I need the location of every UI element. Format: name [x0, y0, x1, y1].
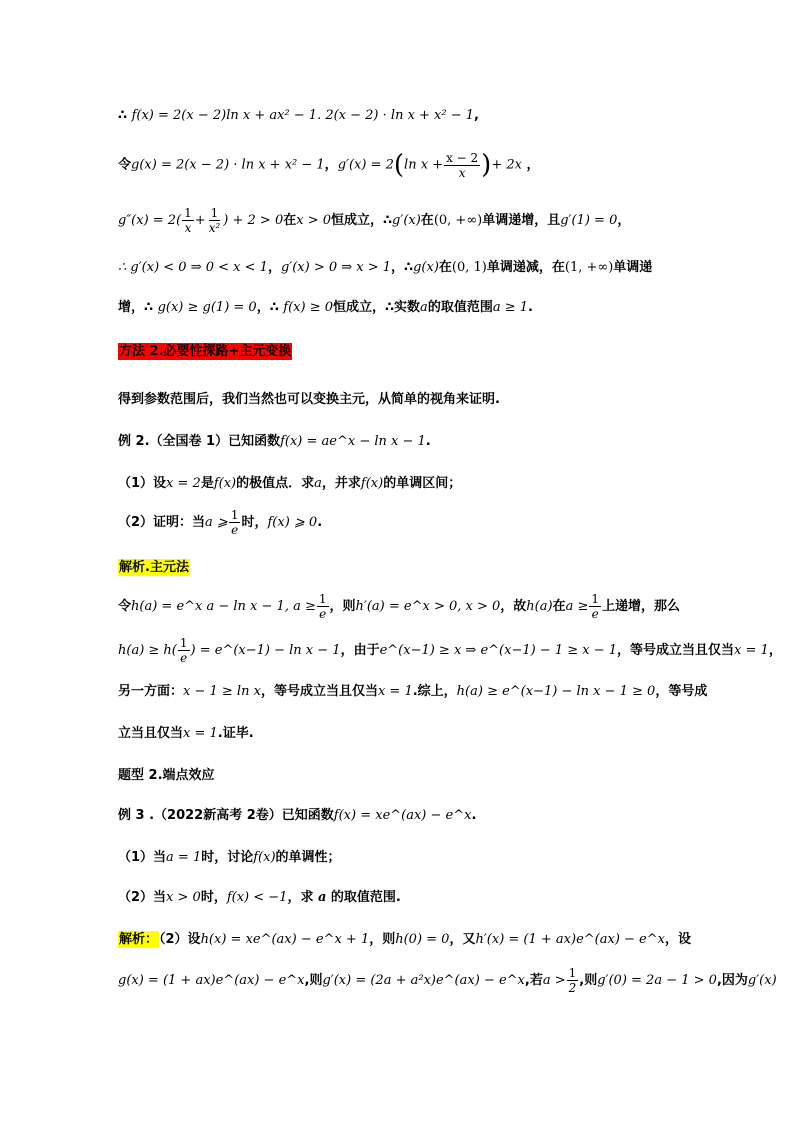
text: . — [528, 300, 533, 315]
equation: g(x) = (1 + ax)e^(ax) − e^x — [118, 973, 305, 988]
equation: f(x) = ae^x − ln x − 1 — [280, 434, 426, 449]
paren: ) — [481, 150, 492, 180]
numerator: 1 — [568, 966, 577, 980]
equation: a ≥ 1 — [492, 300, 529, 315]
text: 另一方面： — [118, 684, 184, 699]
equation: g″(x) = 2( — [118, 213, 182, 228]
equation: h(a) ≥ e^(x−1) − ln x − 1 ≥ 0 — [456, 684, 656, 699]
equation: g(x) = 2(x − 2) · ln x + x² − 1 — [131, 157, 325, 173]
equation: f(x) ⩾ 0 — [267, 515, 318, 530]
denominator: e — [319, 607, 327, 621]
text: （1）设 — [118, 476, 167, 491]
text: 是 — [200, 476, 214, 491]
numerator: 1 — [184, 206, 192, 220]
text: . — [317, 515, 323, 530]
equation: a > — [542, 973, 566, 988]
text: 恒成立，∴ — [331, 213, 393, 228]
text: 单调递增，且 — [482, 213, 561, 228]
equation: g′(x) = (2a + a²x)e^(ax) − e^x — [322, 973, 525, 988]
solution-2-line-2 — [118, 966, 777, 995]
equation: x = 1 — [377, 684, 413, 699]
text: 的取值范围. — [326, 890, 401, 905]
equation: x = 1 — [734, 643, 769, 658]
equation: g′(1) = 0 — [560, 213, 618, 228]
text: ，并求 — [321, 476, 361, 491]
line-5 — [118, 296, 533, 315]
equation: g′(0) = 2a − 1 > 0 — [597, 973, 717, 988]
equation: a ⩾ — [205, 515, 228, 530]
text: 增，∴ — [118, 300, 158, 315]
text: . — [471, 808, 477, 823]
text: ，设 — [664, 932, 691, 947]
equation: x = 2 — [166, 476, 201, 491]
equation: f(x) ≥ 0 — [283, 300, 333, 315]
equation: ) = e^(x−1) − ln x − 1 — [190, 643, 341, 658]
paren: ( — [393, 150, 405, 180]
equation: + 2x — [491, 157, 522, 173]
text: 的取值范围 — [427, 300, 493, 315]
fraction — [444, 151, 480, 180]
equation: h(x) = xe^(ax) − e^x + 1 — [200, 932, 370, 947]
text: ， — [526, 157, 540, 173]
equation: f(x) = xe^(ax) − e^x — [333, 808, 472, 823]
solution-line-2 — [118, 636, 782, 665]
text: ， — [768, 643, 782, 658]
highlighted-heading: 解析.主元法 — [119, 560, 189, 575]
numerator: 1 — [179, 636, 188, 650]
equation: h(a) = e^x a − ln x − 1, a ≥ — [131, 599, 316, 614]
equation: g(x) — [413, 260, 439, 275]
equation: h′(a) = e^x > 0, x > 0 — [355, 599, 501, 614]
text: ，∴ — [256, 300, 284, 315]
equation: f(x) < −1 — [226, 890, 288, 905]
denominator: e — [180, 651, 188, 665]
equation: x − 1 ≥ ln x — [183, 684, 261, 699]
highlighted-heading: 解析： — [119, 932, 159, 947]
question-2 — [118, 508, 322, 537]
fraction — [207, 206, 223, 235]
question-3 — [118, 846, 341, 865]
text: 令 — [118, 599, 132, 614]
section-heading-method-2 — [118, 340, 292, 359]
equation: x > 0 — [296, 213, 331, 228]
equation: g′(x) — [747, 973, 777, 988]
text: ，则 — [329, 599, 356, 614]
text: 时， — [241, 515, 268, 530]
text: ,若 — [524, 973, 543, 988]
text: ，由于 — [340, 643, 380, 658]
text: （2）当 — [118, 890, 167, 905]
text: 的单调区间； — [383, 476, 462, 491]
text: ，等号成 — [655, 684, 708, 699]
text: ，故 — [500, 599, 527, 614]
equation: g′(x) — [392, 213, 421, 228]
line-2 — [118, 150, 540, 180]
text: 令 — [118, 157, 132, 173]
text: （1）当 — [118, 850, 167, 865]
equation: h′(x) = (1 + ax)e^(ax) − e^x — [475, 932, 665, 947]
denominator: x — [184, 221, 192, 235]
denominator: 2 — [568, 981, 577, 995]
text: 例 3 .（2022新高考 2卷）已知函数 — [118, 808, 334, 823]
question-4 — [118, 886, 401, 905]
text: ， — [267, 260, 281, 275]
equation: a — [317, 890, 327, 905]
highlighted-heading: 方法 2.必要性探路+主元变换 — [119, 344, 292, 359]
equation: x > 0 — [166, 890, 201, 905]
equation: f(x) = 2(x − 2)ln x + ax² − 1. 2(x − 2) · ln x + x² − 1 — [131, 108, 475, 123]
denominator: x² — [208, 221, 221, 235]
text: 上递增，那么 — [602, 599, 681, 614]
fraction — [178, 636, 190, 665]
equation: a — [420, 300, 428, 315]
line-1 — [118, 108, 479, 123]
text: 立当且仅当 — [118, 726, 184, 741]
fraction — [317, 592, 329, 621]
text: 时， — [200, 890, 227, 905]
text: 恒成立，∴实数 — [333, 300, 421, 315]
example-3 — [118, 804, 476, 823]
text: ，求 — [287, 890, 318, 905]
numerator: 1 — [318, 592, 327, 606]
fraction — [567, 966, 579, 995]
solution-2-line-1 — [118, 928, 691, 947]
equation: a = 1 — [166, 850, 202, 865]
denominator: x — [458, 165, 466, 180]
text: 题型 2.端点效应 — [118, 768, 215, 783]
fraction — [229, 508, 241, 537]
equation: ln x + — [404, 157, 444, 173]
text: ,因为 — [716, 973, 748, 988]
paragraph — [118, 388, 500, 407]
equation: (0, 1) — [451, 260, 487, 275]
line-3 — [118, 206, 630, 235]
numerator: 1 — [591, 592, 599, 606]
equation: ) + 2 > 0 — [223, 213, 284, 228]
equation: f(x) — [213, 476, 237, 491]
equation: g(x) ≥ g(1) = 0 — [157, 300, 257, 315]
text: 在 — [552, 599, 566, 614]
text: ，等号成立当且仅当 — [260, 684, 378, 699]
line-4 — [118, 256, 652, 275]
equation: a — [314, 476, 322, 491]
equation: ∴ g′(x) < 0 ⇒ 0 < x < 1 — [118, 260, 268, 275]
text: .证毕. — [217, 726, 254, 741]
solution-line-1 — [118, 592, 680, 621]
solution-line-4 — [118, 722, 254, 741]
equation: x = 1 — [183, 726, 218, 741]
equation: f(x) — [253, 850, 276, 865]
text: ，等号成立当且仅当 — [617, 643, 735, 658]
text: 时，讨论 — [201, 850, 254, 865]
punct: , — [474, 108, 479, 123]
denominator: e — [231, 523, 239, 537]
text: 单调递减，在 — [486, 260, 565, 275]
text: 单调递 — [613, 260, 653, 275]
section-heading-type-2 — [118, 764, 215, 783]
question-1 — [118, 472, 461, 491]
equation: (1, +∞) — [564, 260, 614, 275]
equation: f(x) — [360, 476, 384, 491]
fraction — [589, 592, 601, 621]
text: 得到参数范围后，我们当然也可以变换主元，从简单的视角来证明. — [118, 392, 500, 407]
solution-line-3 — [118, 680, 707, 699]
text: .综上， — [412, 684, 457, 699]
equation: h(0) = 0 — [395, 932, 450, 947]
solution-heading — [118, 556, 190, 575]
numerator: x − 2 — [446, 150, 479, 165]
text: ，∴ — [391, 260, 414, 275]
text: 在 — [420, 213, 434, 228]
text: 的单调性； — [275, 850, 341, 865]
example-2 — [118, 430, 431, 449]
equation: e^(x−1) ≥ x ⇒ e^(x−1) − 1 ≥ x − 1 — [379, 643, 618, 658]
equation: h(a) ≥ h( — [118, 643, 177, 658]
equation: a ≥ — [565, 599, 589, 614]
text: ,则 — [579, 973, 598, 988]
text: ，又 — [449, 932, 476, 947]
text: 在 — [283, 213, 297, 228]
text: 的极值点．求 — [236, 476, 315, 491]
numerator: 1 — [210, 206, 219, 220]
text: ，则 — [369, 932, 396, 947]
text: （2）设 — [159, 932, 201, 947]
equation: h(a) — [526, 599, 553, 614]
equation: (0, +∞) — [433, 213, 483, 228]
text: 例 2.（全国卷 1）已知函数 — [118, 434, 281, 449]
text: . — [425, 434, 431, 449]
equation: + — [194, 213, 206, 228]
equation: g′(x) > 0 ⇒ x > 1 — [280, 260, 392, 275]
fraction — [182, 206, 194, 235]
text: （2）证明：当 — [118, 515, 206, 530]
text: ， — [324, 157, 338, 173]
therefore-symbol: ∴ — [118, 108, 128, 123]
denominator: e — [591, 607, 599, 621]
text: ， — [617, 213, 631, 228]
numerator: 1 — [230, 508, 239, 522]
text: ,则 — [304, 973, 323, 988]
equation: g′(x) = 2 — [337, 157, 394, 173]
text: 在 — [438, 260, 452, 275]
